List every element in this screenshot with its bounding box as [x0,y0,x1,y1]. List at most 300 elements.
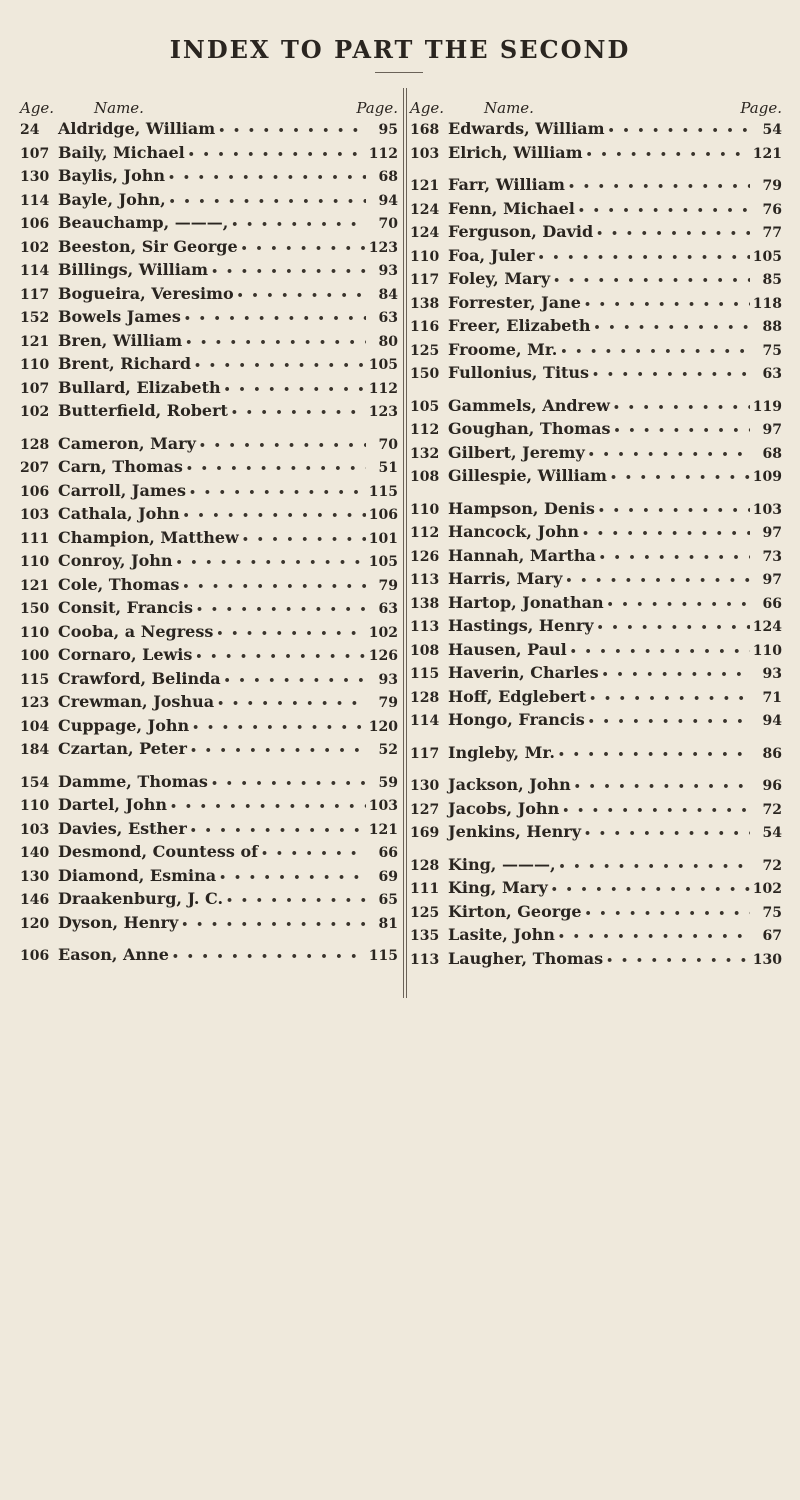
entry-age: 130 [20,868,50,885]
dot-leader [599,668,750,681]
dot-leader [603,954,750,967]
dot-leader [594,621,750,634]
entry-name: Crawford, Belinda [58,668,221,688]
entry-page: 121 [752,145,782,162]
index-entry [20,945,398,969]
index-entry [20,143,398,167]
name-header: Name. [94,99,144,117]
dot-leader [585,448,750,461]
dot-leader [186,486,366,499]
title-rule [375,72,423,73]
entry-name: Bren, William [58,330,183,350]
entry-age: 103 [410,145,440,162]
entry-page: 93 [378,263,398,279]
dot-leader [178,918,366,931]
entry-page: 94 [762,713,782,729]
entry-age: 110 [410,501,440,518]
entry-name: Freer, Elizabeth [448,316,591,335]
entry-age: 128 [20,436,50,453]
entry-age: 113 [410,951,440,968]
dot-leader [239,533,366,546]
index-entry [20,528,398,552]
entry-age: 117 [410,745,440,762]
entry-name: Hancock, John [448,522,580,541]
entry-page: 52 [378,742,398,758]
entry-name: Cornaro, Lewis [58,645,193,664]
index-entry [410,546,782,570]
entry-name: Jenkins, Henry [448,822,581,841]
dot-leader [567,645,750,658]
entry-name: Foley, Mary [448,269,551,288]
index-entry [410,175,782,199]
entry-age: 128 [410,689,440,706]
right-column [410,95,782,972]
entry-page: 86 [762,745,782,762]
entry-age: 150 [20,601,50,617]
entry-age: 184 [20,742,50,758]
entry-page: 106 [368,507,398,523]
entry-age: 135 [410,928,440,944]
entry-age: 106 [20,948,50,964]
entry-name: Haverin, Charles [448,663,599,682]
dot-leader [589,368,750,381]
entry-page: 119 [752,398,782,415]
entry-page: 68 [762,445,782,462]
dot-leader [166,195,366,208]
entry-page: 75 [762,342,782,359]
left-column-header [20,95,398,117]
entry-age: 103 [20,821,50,838]
index-entry [410,443,782,467]
right-column-header [410,95,782,117]
entry-age: 107 [20,145,50,162]
entry-page: 103 [752,501,782,518]
entry-age: 116 [410,319,440,335]
entry-age: 104 [20,718,50,735]
entry-name: Gammels, Andrew [448,395,610,415]
entry-name: Cole, Thomas [58,574,180,594]
index-entry [410,522,782,546]
entry-name: Conroy, John [58,551,173,570]
index-entry [410,466,782,490]
dot-leader [583,148,750,161]
entry-age: 132 [410,445,440,462]
index-entry [20,504,398,528]
entry-page: 121 [368,821,398,838]
dot-leader [535,251,750,264]
entry-page: 118 [752,295,782,312]
entry-name: Hampson, Denis [448,498,595,518]
entry-name: Beeston, Sir George [58,236,238,256]
index-entry [20,692,398,716]
entry-age: 102 [20,239,50,256]
entry-page: 103 [368,798,398,814]
entry-page: 96 [762,778,782,794]
entry-page: 70 [378,216,398,232]
index-entry [20,772,398,796]
entry-name: Forrester, Jane [448,292,581,312]
entry-page: 97 [762,422,782,438]
entry-age: 105 [410,398,440,415]
entry-name: Billings, William [58,260,209,279]
entry-name: Jackson, John [448,775,571,794]
entry-name: Bowels James [58,307,181,326]
dot-leader [221,674,366,687]
entry-name: King, ———, [448,854,556,874]
entry-age: 117 [20,286,50,303]
index-entry [20,237,398,261]
entry-age: 125 [410,904,440,921]
entry-age: 111 [410,881,440,897]
index-entry [20,795,398,819]
index-entry [410,569,782,593]
entry-name: Bogueira, Veresimo [58,283,234,303]
entry-name: Consit, Francis [58,598,193,617]
index-entry [410,710,782,734]
dot-leader [165,171,366,184]
entry-name: Hannah, Martha [448,545,596,565]
entry-name: Hongo, Francis [448,710,585,729]
entry-age: 146 [20,892,50,908]
dot-leader [593,227,750,240]
dot-leader [610,401,750,414]
entry-age: 110 [20,798,50,814]
entry-age: 140 [20,845,50,861]
index-entry [20,716,398,740]
entry-name: Draakenburg, J. C. [58,889,224,908]
entry-name: Czartan, Peter [58,739,187,758]
dot-leader [595,504,750,517]
entry-age: 110 [20,624,50,641]
index-entry [20,622,398,646]
dot-leader [191,359,366,372]
dot-leader [559,804,750,817]
index-entry [20,434,398,458]
entry-name: Laugher, Thomas [448,948,604,968]
dot-leader [596,551,750,564]
entry-age: 113 [410,619,440,635]
entry-name: Lasite, John [448,925,555,944]
entry-age: 121 [410,178,440,194]
index-entry [410,775,782,799]
entry-age: 24 [20,122,40,138]
dot-leader [555,748,750,761]
index-entry [20,213,398,237]
dot-leader [258,847,366,860]
entry-name: Beauchamp, ———, [58,213,229,232]
entry-page: 105 [752,248,782,265]
dot-leader [605,124,750,137]
entry-name: Butterfield, Robert [58,401,228,420]
dot-leader [216,871,366,884]
entry-name: Kirton, George [448,901,582,921]
entry-name: Damme, Thomas [58,771,208,791]
entry-name: Hausen, Paul [448,639,567,659]
index-entry [20,669,398,693]
entry-name: Fenn, Michael [448,198,575,218]
dot-leader [208,777,366,790]
index-entry [20,378,398,402]
entry-page: 72 [762,857,782,874]
entry-name: Dartel, John [58,795,167,814]
entry-name: Carroll, James [58,480,186,500]
entry-page: 123 [368,239,398,256]
entry-page: 112 [368,145,398,162]
index-entry [410,949,782,973]
entry-name: Edwards, William [448,119,605,138]
entry-name: Harris, Mary [448,569,563,588]
entry-name: Eason, Anne [58,945,169,964]
entry-age: 124 [410,201,440,218]
entry-page: 94 [378,192,398,209]
index-entry [20,866,398,890]
entry-page: 71 [762,689,782,706]
entry-page: 126 [368,648,398,664]
entry-name: King, Mary [448,878,548,897]
entry-age: 114 [20,192,50,209]
index-entry [20,551,398,575]
entry-name: Fullonius, Titus [448,363,590,382]
entry-name: Desmond, Countess of [58,842,259,861]
index-entry [410,119,782,143]
entry-age: 112 [410,422,440,438]
dot-leader [185,148,366,161]
entry-age: 114 [20,263,50,279]
index-entry [20,307,398,331]
dot-leader [571,780,750,793]
index-entry [20,889,398,913]
entry-name: Champion, Matthew [58,527,239,547]
dot-leader [193,603,366,616]
dot-leader [590,321,750,334]
entry-name: Farr, William [448,175,565,194]
dot-leader [192,650,366,663]
age-header: Age. [410,99,445,117]
index-entry [410,925,782,949]
dot-leader [187,744,366,757]
index-entry [410,822,782,846]
index-entry [410,340,782,364]
entry-age: 154 [20,774,50,791]
entry-page: 66 [378,845,398,861]
entry-age: 112 [410,525,440,541]
entry-name: Hastings, Henry [448,616,594,635]
dot-leader [581,298,750,311]
entry-age: 125 [410,342,440,359]
entry-page: 75 [762,904,782,921]
entry-page: 84 [378,286,398,303]
entry-age: 106 [20,483,50,500]
entry-age: 106 [20,216,50,232]
entry-name: Gilbert, Jeremy [448,442,585,462]
page-title: INDEX TO PART THE SECOND [169,35,631,64]
entry-age: 126 [410,548,440,565]
index-entry [410,687,782,711]
entry-age: 152 [20,310,50,326]
index-entry [20,575,398,599]
dot-leader [213,627,366,640]
entry-age: 123 [20,695,50,711]
entry-age: 124 [410,225,440,241]
index-entry [410,499,782,523]
entry-name: Crewman, Joshua [58,692,215,711]
entry-age: 111 [20,530,50,547]
entry-name: Froome, Mr. [448,339,558,359]
column-divider-inner [406,88,407,998]
entry-age: 114 [410,713,440,729]
entry-age: 130 [20,169,50,185]
index-entry [410,743,782,767]
entry-name: Jacobs, John [448,798,560,818]
entry-name: Aldridge, William [58,119,216,138]
entry-name: Cuppage, John [58,715,190,735]
entry-page: 120 [368,718,398,735]
dot-leader [548,883,750,896]
dot-leader [585,715,750,728]
dot-leader [208,265,366,278]
entry-page: 93 [762,666,782,682]
dot-leader [550,274,750,287]
index-entry [410,363,782,387]
entry-page: 79 [762,178,782,194]
entry-name: Bullard, Elizabeth [58,377,221,397]
dot-leader [555,930,750,943]
entry-name: Bayle, John, [58,189,166,209]
index-entry [410,269,782,293]
index-entry [20,842,398,866]
entry-page: 63 [762,366,782,382]
entry-age: 108 [410,642,440,659]
entry-age: 138 [410,295,440,312]
entry-page: 123 [368,404,398,420]
dot-leader [575,204,750,217]
entry-name: Dyson, Henry [58,912,179,932]
entry-name: Diamond, Esmina [58,865,217,885]
entry-page: 97 [762,572,782,588]
entry-page: 72 [762,801,782,818]
index-entry [410,396,782,420]
dot-leader [579,527,750,540]
entry-page: 88 [762,319,782,335]
entry-page: 102 [368,624,398,641]
entry-age: 130 [410,778,440,794]
entry-page: 76 [762,201,782,218]
page-header: Page. [356,99,398,117]
entry-name: Ferguson, David [448,222,594,241]
dot-leader [173,556,366,569]
dot-leader [180,509,366,522]
dot-leader [586,692,750,705]
entry-age: 138 [410,595,440,612]
index-entry [20,190,398,214]
dot-leader [607,471,750,484]
index-entry [20,739,398,763]
entry-page: 54 [762,825,782,841]
index-entry [20,598,398,622]
entry-page: 81 [378,915,398,932]
entry-age: 168 [410,122,440,138]
entry-page: 109 [752,469,782,485]
entry-age: 113 [410,572,440,588]
entry-name: Davies, Esther [58,818,187,838]
right-entry-list [410,119,782,972]
index-entry [20,645,398,669]
left-column [20,95,398,969]
page-header: Page. [740,99,782,117]
dot-leader [179,580,366,593]
entry-age: 121 [20,333,50,350]
entry-age: 103 [20,507,50,523]
entry-page: 110 [752,642,782,659]
index-entry [410,663,782,687]
column-divider [403,88,404,998]
entry-page: 79 [378,577,398,594]
entry-page: 66 [762,595,782,612]
entry-page: 77 [762,225,782,241]
index-entry [410,902,782,926]
entry-name: Cooba, a Negress [58,621,214,641]
entry-age: 115 [20,671,50,688]
entry-name: Carn, Thomas [58,457,183,476]
entry-page: 67 [762,928,782,944]
dot-leader [167,800,366,813]
index-entry [20,401,398,425]
entry-age: 108 [410,469,440,485]
dot-leader [182,336,366,349]
entry-age: 110 [410,248,440,265]
entry-name: Brent, Richard [58,354,192,373]
entry-name: Gillespie, William [448,466,607,485]
entry-name: Cameron, Mary [58,433,196,453]
entry-age: 127 [410,801,440,818]
index-entry [410,855,782,879]
index-entry [20,913,398,937]
index-entry [410,199,782,223]
age-header: Age. [20,99,55,117]
index-entry [410,799,782,823]
dot-leader [187,824,366,837]
entry-age: 121 [20,577,50,594]
entry-name: Foa, Juler [448,245,535,265]
index-entry [20,819,398,843]
entry-page: 69 [378,868,398,885]
dot-leader [221,383,366,396]
index-entry [20,260,398,284]
index-entry [20,166,398,190]
dot-leader [238,242,366,255]
index-entry [410,419,782,443]
entry-page: 115 [368,483,398,500]
entry-age: 110 [20,357,50,373]
dot-leader [557,345,750,358]
dot-leader [565,180,750,193]
dot-leader [556,860,750,873]
entry-page: 112 [368,380,398,397]
index-entry [410,616,782,640]
entry-page: 124 [752,619,782,635]
entry-page: 70 [378,436,398,453]
entry-page: 54 [762,122,782,138]
entry-page: 65 [378,892,398,908]
entry-age: 110 [20,554,50,570]
entry-age: 120 [20,915,50,932]
entry-age: 128 [410,857,440,874]
dot-leader [562,574,750,587]
entry-page: 105 [368,554,398,570]
entry-page: 97 [762,525,782,541]
index-entry [410,640,782,664]
dot-leader [215,124,366,137]
